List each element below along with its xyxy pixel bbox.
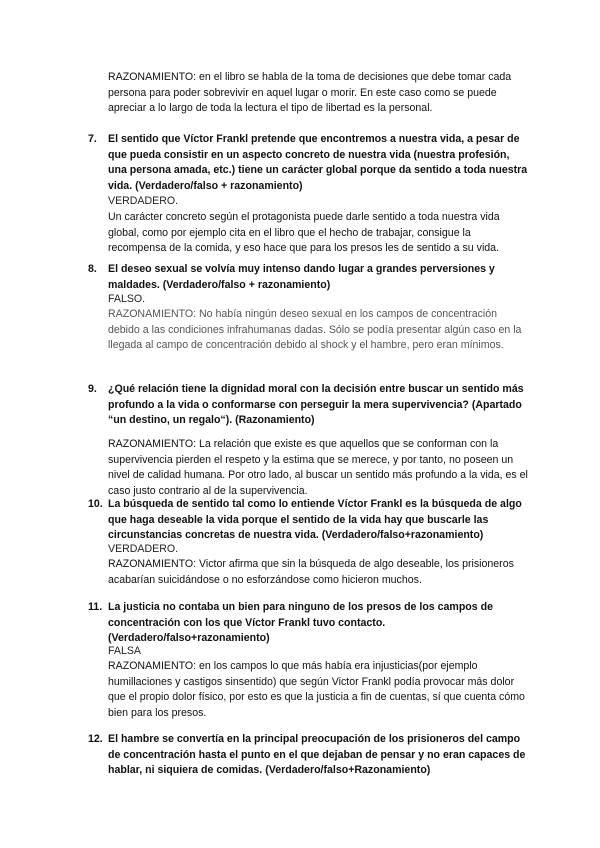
answer-verdict: VERDADERO.: [108, 195, 179, 207]
answer-verdict: VERDADERO.: [108, 543, 179, 555]
answer-reasoning: RAZONAMIENTO: Victor afirma que sin la búsqueda de algo deseable, los prisioneros acabarían suicidándose o no esforzándose como hicieron muchos.: [108, 558, 514, 586]
answer-reasoning: RAZONAMIENTO: No había ningún deseo sexual en los campos de concentración debido a las condiciones infrahumanas dadas. Sólo se podía presentar algún caso en la llegada al campo de concentración debido al shock y el hambre, pero eran mínimos.: [108, 308, 522, 352]
question-number: 9.: [88, 383, 97, 395]
question-text: El hambre se convertía en la principal preocupación de los prisioneros del campo de concentración hasta el punto en el que dejaban de pensar y no eran capaces de hablar, ni siquiera de comidas. (Verdadero/falso+Razonamiento): [108, 733, 526, 777]
question-text: El sentido que Víctor Frankl pretende que encontremos a nuestra vida, a pesar de que pueda consistir en un aspecto concreto de nuestra vida (nuestra profesión, una persona amada, etc.) tiene un carácter global porque da sentido a toda nuestra vida. (Verdadero/falso + razonamiento): [108, 133, 528, 192]
question-text: ¿Qué relación tiene la dignidad moral con la decisión entre buscar un sentido más profundo a la vida o conformarse con perseguir la mera supervivencia? (Apartado “un destino, un regalo“). (Razonamiento): [108, 383, 524, 427]
question-number: 11.: [88, 601, 103, 613]
question-number: 7.: [88, 133, 97, 145]
question-number: 10.: [88, 498, 103, 510]
answer-verdict: FALSO.: [108, 293, 146, 305]
question-text: La justicia no contaba un bien para ninguno de los presos de los campos de concentración con los que Víctor Frankl tuvo contacto.(Verdadero/falso+razonamiento): [108, 601, 493, 645]
intro-reasoning: RAZONAMIENTO: en el libro se habla de la toma de decisiones que debe tomar cada persona para poder sobrevivir en aquel lugar o morir. En este caso como se puede apreciar a lo largo de toda la lectura el tipo de libertad es la personal.: [108, 71, 512, 115]
question-number: 8.: [88, 263, 97, 275]
answer-reasoning: Un carácter concreto según el protagonista puede darle sentido a toda nuestra vida global, como por ejemplo cita en el libro que el hecho de trabajar, consigue la recompensa de la comida, y eso hace que para los presos les de sentido a su vida.: [108, 211, 500, 255]
question-text: La búsqueda de sentido tal como lo entiende Víctor Frankl es la búsqueda de algo que haga deseable la vida porque el sentido de la vida hay que buscarle las circunstancias concretas de nuestra vida. (Verdadero/falso+razonamiento): [108, 498, 522, 542]
answer-reasoning: RAZONAMIENTO: La relación que existe es que aquellos que se conforman con la supervivencia pierden el respeto y la estima que se merece, y por tanto, no poseen un nivel de calidad humana. Por otro lado, al buscar un sentido más profundo a la vida, es el caso justo contrario al de la supervivencia.: [108, 438, 528, 497]
answer-verdict: FALSA: [108, 645, 141, 657]
question-text: El deseo sexual se volvía muy intenso dando lugar a grandes perversiones y maldades. (Verdadero/falso + razonamiento): [108, 263, 495, 291]
question-number: 12.: [88, 733, 103, 745]
answer-reasoning: RAZONAMIENTO: en los campos lo que más había era injusticias(por ejemplo humillaciones y castigos sinsentido) que según Victor Frankl podía provocar más dolor que el propio dolor físico, por esto es que la justicia a fin de cuentas, sí que cuenta cómo bien para los presos.: [108, 660, 525, 719]
